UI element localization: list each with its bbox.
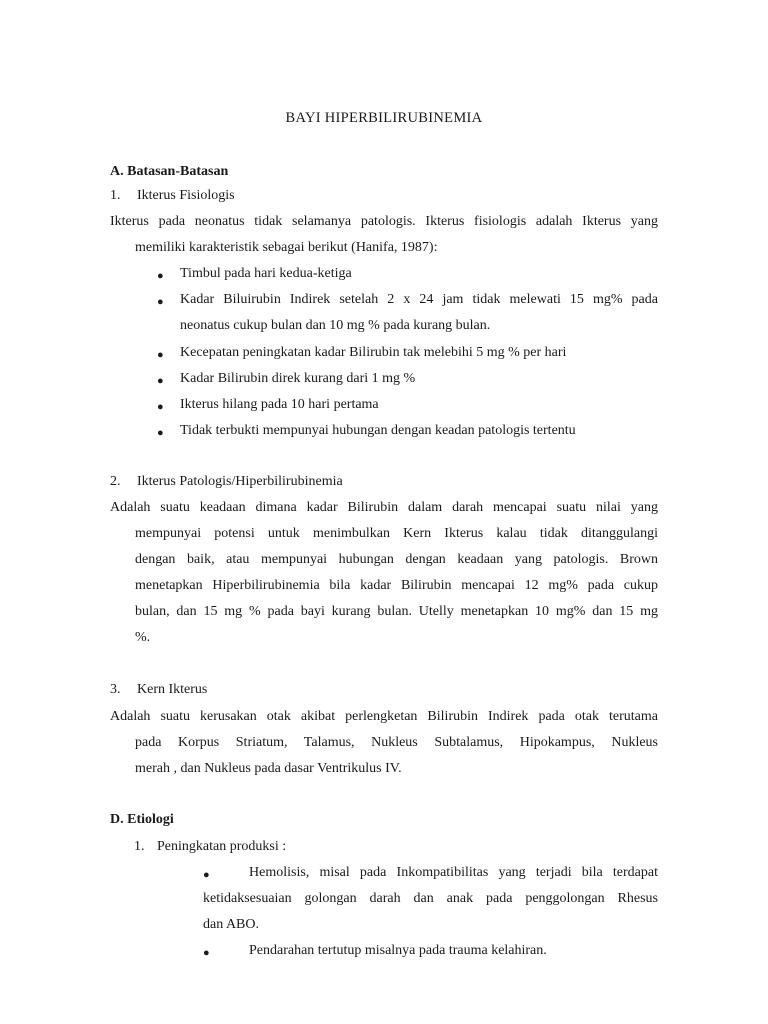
item1-paragraph-line: memiliki karakteristik sebagai berikut (Hanifa, 1987): (135, 240, 438, 255)
bullet-icon: ● (157, 375, 164, 387)
item2-paragraph-line: dengan baik, atau mempunyai hubungan dengan keadaan yang patologis. Brown (135, 552, 658, 567)
bullet-icon: ● (203, 869, 210, 881)
bullet-text: Kecepatan peningkatan kadar Bilirubin tak melebihi 5 mg % per hari (180, 345, 567, 360)
bullet-text: Kadar Bilirubin direk kurang dari 1 mg % (180, 371, 416, 386)
section-a-heading: A. Batasan-Batasan (110, 164, 229, 179)
bullet-icon: ● (157, 427, 164, 439)
bullet-text-continued: dan ABO. (203, 917, 259, 932)
bullet-text: Ikterus hilang pada 10 hari pertama (180, 397, 379, 412)
item2-number: 2. (110, 474, 121, 489)
item3-paragraph-line: pada Korpus Striatum, Talamus, Nukleus Subtalamus, Hipokampus, Nukleus (135, 735, 658, 750)
item2-paragraph-line: mempunyai potensi untuk menimbulkan Kern Ikterus kalau tidak ditanggulangi (135, 526, 658, 541)
bullet-icon: ● (157, 401, 164, 413)
bullet-icon: ● (157, 270, 164, 282)
item3-label: Kern Ikterus (137, 682, 208, 697)
item3-paragraph-line: Adalah suatu kerusakan otak akibat perlengketan Bilirubin Indirek pada otak terutama (110, 709, 658, 724)
bullet-text: Tidak terbukti mempunyai hubungan dengan keadan patologis tertentu (180, 423, 576, 438)
bullet-icon: ● (203, 947, 210, 959)
etiologi-item1-label: Peningkatan produksi : (157, 839, 287, 854)
item1-number: 1. (110, 188, 121, 203)
bullet-text: Kadar Biluirubin Indirek setelah 2 x 24 jam tidak melewati 15 mg% pada (180, 292, 658, 307)
etiologi-item1-number: 1. (134, 839, 145, 854)
section-d-heading: D. Etiologi (110, 812, 174, 827)
bullet-text: Timbul pada hari kedua-ketiga (180, 266, 352, 281)
bullet-icon: ● (157, 349, 164, 361)
item3-number: 3. (110, 682, 121, 697)
bullet-text: Pendarahan tertutup misalnya pada trauma kelahiran. (249, 943, 547, 958)
item2-paragraph-line: menetapkan Hiperbilirubinemia bila kadar Bilirubin mencapai 12 mg% pada cukup (135, 578, 658, 593)
item2-label: Ikterus Patologis/Hiperbilirubinemia (137, 474, 343, 489)
bullet-icon: ● (157, 296, 164, 308)
item3-paragraph-line: merah , dan Nukleus pada dasar Ventrikulus IV. (135, 761, 402, 776)
item2-paragraph-line: %. (135, 630, 151, 645)
item2-paragraph-line: Adalah suatu keadaan dimana kadar Bilirubin dalam darah mencapai suatu nilai yang (110, 500, 658, 515)
bullet-text-continued: ketidaksesuaian golongan darah dan anak pada penggolongan Rhesus (203, 891, 658, 906)
item2-paragraph-line: bulan, dan 15 mg % pada bayi kurang bulan. Utelly menetapkan 10 mg% dan 15 mg (135, 604, 658, 619)
document-title: BAYI HIPERBILIRUBINEMIA (285, 110, 483, 126)
item1-label: Ikterus Fisiologis (137, 188, 235, 203)
bullet-text: Hemolisis, misal pada Inkompatibilitas yang terjadi bila terdapat (249, 865, 658, 880)
item1-paragraph-line: Ikterus pada neonatus tidak selamanya patologis. Ikterus fisiologis adalah Ikterus yang (110, 214, 658, 229)
bullet-text-continued: neonatus cukup bulan dan 10 mg % pada kurang bulan. (180, 318, 491, 333)
